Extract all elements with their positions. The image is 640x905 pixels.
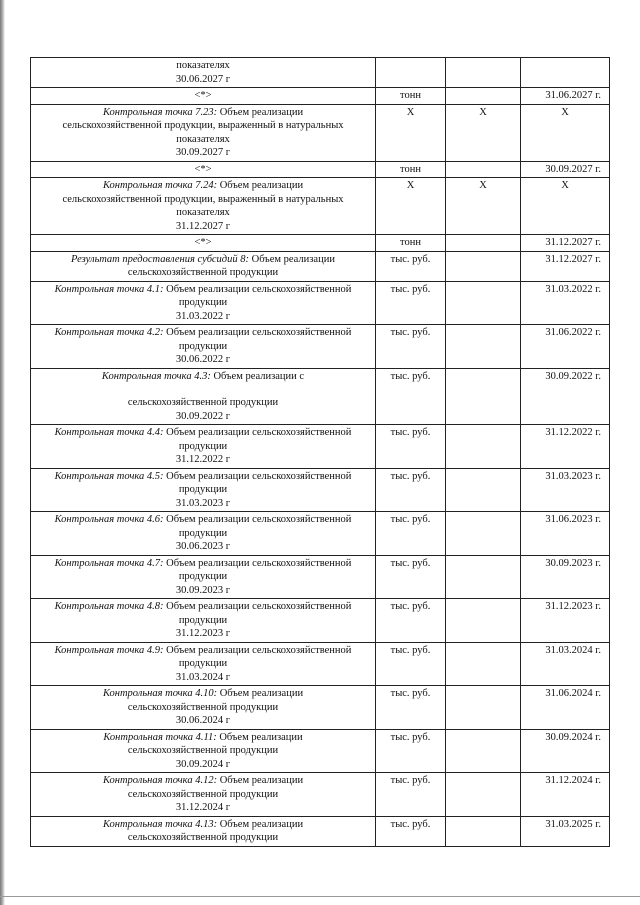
indicator-line: продукции xyxy=(178,527,228,539)
indicator-first-line xyxy=(34,179,372,193)
table-row xyxy=(31,729,610,773)
table-row xyxy=(31,161,610,178)
indicator-cell xyxy=(31,368,376,425)
date-cell: 30.09.2022 г. xyxy=(521,368,610,425)
indicator-title: Контрольная точка 4.8: xyxy=(54,601,164,612)
page-bottom-edge xyxy=(0,896,640,897)
date-cell: 31.12.2022 г. xyxy=(521,425,610,469)
indicator-first-line xyxy=(34,106,372,120)
table-row xyxy=(31,555,610,599)
indicator-first-line xyxy=(34,513,372,527)
unit-cell: тыс. руб. xyxy=(376,599,446,643)
indicator-line: сельскохозяйственной продукции xyxy=(127,701,279,713)
value-cell xyxy=(446,368,521,425)
unit-cell: тыс. руб. xyxy=(376,325,446,369)
indicator-line: 31.03.2023 г xyxy=(175,497,231,509)
indicator-text: Объем реализации xyxy=(219,106,304,118)
indicator-line: 31.03.2024 г xyxy=(175,671,231,683)
indicator-first-line xyxy=(34,283,372,297)
indicator-cell xyxy=(31,104,376,161)
table-row xyxy=(31,104,610,161)
value-cell xyxy=(446,642,521,686)
indicator-text: Объем реализации сельскохозяйственной xyxy=(166,283,352,295)
indicator-line: сельскохозяйственной продукции xyxy=(127,788,279,800)
indicators-table xyxy=(30,57,610,847)
date-cell: 31.12.2027 г. xyxy=(521,251,610,281)
indicator-line: 31.12.2022 г xyxy=(175,454,231,465)
unit-cell: тыс. руб. xyxy=(376,686,446,730)
indicator-title: Контрольная точка 4.2: xyxy=(54,327,164,338)
unit-cell: тыс. руб. xyxy=(376,729,446,773)
indicator-cell xyxy=(31,686,376,730)
indicator-text: Объем реализации xyxy=(219,775,304,786)
indicator-cell xyxy=(31,88,376,105)
indicator-text: Объем реализации сельскохозяйственной xyxy=(166,427,352,438)
value-cell xyxy=(446,325,521,369)
indicator-line: продукции xyxy=(178,614,228,626)
unit-cell: тыс. руб. xyxy=(376,642,446,686)
value-cell xyxy=(446,235,521,252)
indicator-cell xyxy=(31,178,376,235)
value-cell xyxy=(446,686,521,730)
value-cell xyxy=(446,161,521,178)
value-cell xyxy=(446,281,521,325)
indicator-text: Объем реализации сельскохозяйственной xyxy=(166,470,352,482)
date-cell: 31.03.2022 г. xyxy=(521,281,610,325)
indicator-text: Объем реализации сельскохозяйственной xyxy=(166,601,352,612)
indicator-title: Контрольная точка 4.11: xyxy=(103,731,217,743)
indicator-line: продукции xyxy=(178,658,228,669)
indicator-line: <*> xyxy=(194,237,212,248)
indicator-line: сельскохозяйственной продукции xyxy=(127,745,279,756)
indicator-first-line xyxy=(34,774,372,788)
unit-cell: X xyxy=(376,178,446,235)
indicator-title: Результат предоставления субсидий 8: xyxy=(71,253,249,265)
unit-cell: тыс. руб. xyxy=(376,425,446,469)
indicator-line xyxy=(34,383,372,396)
indicator-text: Объем реализации xyxy=(219,688,304,699)
indicator-text: Объем реализации сельскохозяйственной xyxy=(166,327,352,338)
value-cell xyxy=(446,425,521,469)
indicator-cell xyxy=(31,816,376,846)
indicator-line: показателях xyxy=(176,60,230,71)
date-cell: 31.06.2023 г. xyxy=(521,512,610,556)
value-cell xyxy=(446,555,521,599)
indicator-cell xyxy=(31,281,376,325)
indicator-text: Объем реализации xyxy=(219,180,304,191)
indicator-line: 30.06.2027 г xyxy=(175,73,231,85)
indicator-line: показателях xyxy=(176,207,230,218)
unit-cell: тыс. руб. xyxy=(376,816,446,846)
unit-cell: тыс. руб. xyxy=(376,251,446,281)
unit-cell: тонн xyxy=(376,161,446,178)
indicator-line: продукции xyxy=(178,297,228,308)
indicator-cell xyxy=(31,512,376,556)
table-row xyxy=(31,468,610,512)
indicator-line: 31.12.2027 г xyxy=(175,220,231,232)
indicator-first-line xyxy=(34,253,372,267)
indicator-cell xyxy=(31,642,376,686)
indicator-cell xyxy=(31,729,376,773)
date-cell: 31.06.2022 г. xyxy=(521,325,610,369)
indicator-text: Объем реализации сельскохозяйственной xyxy=(166,557,352,569)
indicator-text: Объем реализации сельскохозяйственной xyxy=(166,644,352,656)
value-cell xyxy=(446,816,521,846)
indicator-line: 31.12.2023 г xyxy=(175,628,231,639)
table-row xyxy=(31,235,610,252)
date-cell: 31.03.2023 г. xyxy=(521,468,610,512)
indicator-cell xyxy=(31,235,376,252)
indicator-title: Контрольная точка 4.7: xyxy=(54,557,164,569)
value-cell xyxy=(446,773,521,817)
table-row xyxy=(31,178,610,235)
indicator-cell xyxy=(31,773,376,817)
indicator-first-line xyxy=(34,370,372,384)
indicator-title: Контрольная точка 4.10: xyxy=(102,688,218,699)
date-cell xyxy=(521,58,610,88)
scan-edge xyxy=(0,0,5,905)
indicator-line: 30.09.2024 г xyxy=(175,758,231,770)
value-cell xyxy=(446,251,521,281)
indicator-first-line xyxy=(34,731,372,745)
indicator-title: Контрольная точка 4.12: xyxy=(102,775,218,786)
date-cell: 30.09.2027 г. xyxy=(521,161,610,178)
table-body xyxy=(31,58,610,847)
table-row xyxy=(31,773,610,817)
unit-cell xyxy=(376,58,446,88)
indicator-line: 30.06.2022 г xyxy=(175,354,231,365)
indicator-first-line xyxy=(34,470,372,484)
value-cell xyxy=(446,58,521,88)
value-cell xyxy=(446,468,521,512)
indicator-first-line xyxy=(34,644,372,658)
indicator-line: сельскохозяйственной продукции, выраженный в натуральных xyxy=(62,193,344,205)
indicator-line: 31.12.2024 г xyxy=(175,802,231,813)
indicator-line: продукции xyxy=(178,484,228,495)
indicator-line: 30.06.2024 г xyxy=(175,715,231,726)
indicator-title: Контрольная точка 4.3: xyxy=(101,370,211,382)
indicator-text: Объем реализации сельскохозяйственной xyxy=(166,514,352,525)
indicator-first-line xyxy=(34,557,372,571)
table-row xyxy=(31,88,610,105)
value-cell xyxy=(446,729,521,773)
indicator-line: 30.09.2022 г xyxy=(175,410,231,422)
date-cell: X xyxy=(521,178,610,235)
indicator-line: 30.09.2027 г xyxy=(175,147,231,158)
indicator-cell xyxy=(31,161,376,178)
indicator-cell xyxy=(31,468,376,512)
indicator-first-line xyxy=(34,687,372,701)
indicator-text: Объем реализации xyxy=(219,731,303,743)
unit-cell: тонн xyxy=(376,235,446,252)
date-cell: X xyxy=(521,104,610,161)
unit-cell: тыс. руб. xyxy=(376,512,446,556)
value-cell: X xyxy=(446,178,521,235)
date-cell: 31.12.2023 г. xyxy=(521,599,610,643)
indicator-first-line xyxy=(34,600,372,614)
indicator-line: сельскохозяйственной продукции xyxy=(127,267,279,278)
unit-cell: тыс. руб. xyxy=(376,281,446,325)
unit-cell: тыс. руб. xyxy=(376,368,446,425)
date-cell: 31.06.2024 г. xyxy=(521,686,610,730)
table-row xyxy=(31,58,610,88)
indicator-title: Контрольная точка 4.6: xyxy=(54,514,164,525)
unit-cell: тыс. руб. xyxy=(376,555,446,599)
indicator-title: Контрольная точка 7.24: xyxy=(102,180,218,191)
table-row xyxy=(31,599,610,643)
indicator-line: сельскохозяйственной продукции xyxy=(127,397,279,408)
indicator-first-line xyxy=(34,426,372,440)
indicator-line: 30.06.2023 г xyxy=(175,541,231,552)
indicator-title: Контрольная точка 4.13: xyxy=(102,818,218,830)
indicator-line: <*> xyxy=(194,163,212,175)
indicator-line: <*> xyxy=(194,90,212,101)
value-cell: X xyxy=(446,104,521,161)
table-row xyxy=(31,686,610,730)
table-row xyxy=(31,512,610,556)
indicator-line: продукции xyxy=(178,340,228,352)
indicator-cell xyxy=(31,555,376,599)
date-cell: 31.12.2027 г. xyxy=(521,235,610,252)
indicator-title: Контрольная точка 4.1: xyxy=(54,283,164,295)
indicator-line: показателях xyxy=(176,133,230,145)
indicator-cell xyxy=(31,599,376,643)
indicator-title: Контрольная точка 4.4: xyxy=(54,427,164,438)
value-cell xyxy=(446,599,521,643)
date-cell: 31.06.2027 г. xyxy=(521,88,610,105)
date-cell: 31.03.2024 г. xyxy=(521,642,610,686)
date-cell: 30.09.2024 г. xyxy=(521,729,610,773)
indicator-line: продукции xyxy=(178,571,228,582)
unit-cell: тыс. руб. xyxy=(376,773,446,817)
indicator-line: 31.03.2022 г xyxy=(175,310,231,322)
indicator-text: Объем реализации с xyxy=(213,370,305,382)
unit-cell: тыс. руб. xyxy=(376,468,446,512)
indicator-first-line xyxy=(34,818,372,832)
date-cell: 31.12.2024 г. xyxy=(521,773,610,817)
indicator-first-line xyxy=(34,326,372,340)
indicator-title: Контрольная точка 4.9: xyxy=(54,644,164,656)
indicator-line: сельскохозяйственной продукции, выраженный в натуральных xyxy=(62,120,344,131)
indicator-cell xyxy=(31,251,376,281)
table-row xyxy=(31,251,610,281)
table-row xyxy=(31,425,610,469)
unit-cell: X xyxy=(376,104,446,161)
table-row xyxy=(31,281,610,325)
table-row xyxy=(31,642,610,686)
date-cell: 30.09.2023 г. xyxy=(521,555,610,599)
date-cell: 31.03.2025 г. xyxy=(521,816,610,846)
indicator-title: Контрольная точка 7.23: xyxy=(102,106,218,118)
indicator-line: сельскохозяйственной продукции xyxy=(127,832,279,843)
indicator-text: Объем реализации xyxy=(251,253,335,265)
indicator-cell xyxy=(31,425,376,469)
indicator-line: продукции xyxy=(178,440,228,452)
indicator-text: Объем реализации xyxy=(219,818,304,830)
indicator-cell xyxy=(31,325,376,369)
indicator-line: 30.09.2023 г xyxy=(175,584,231,596)
indicator-title: Контрольная точка 4.5: xyxy=(54,470,164,482)
table-row xyxy=(31,325,610,369)
table-row xyxy=(31,368,610,425)
unit-cell: тонн xyxy=(376,88,446,105)
table-row xyxy=(31,816,610,846)
indicator-cell xyxy=(31,58,376,88)
value-cell xyxy=(446,512,521,556)
value-cell xyxy=(446,88,521,105)
